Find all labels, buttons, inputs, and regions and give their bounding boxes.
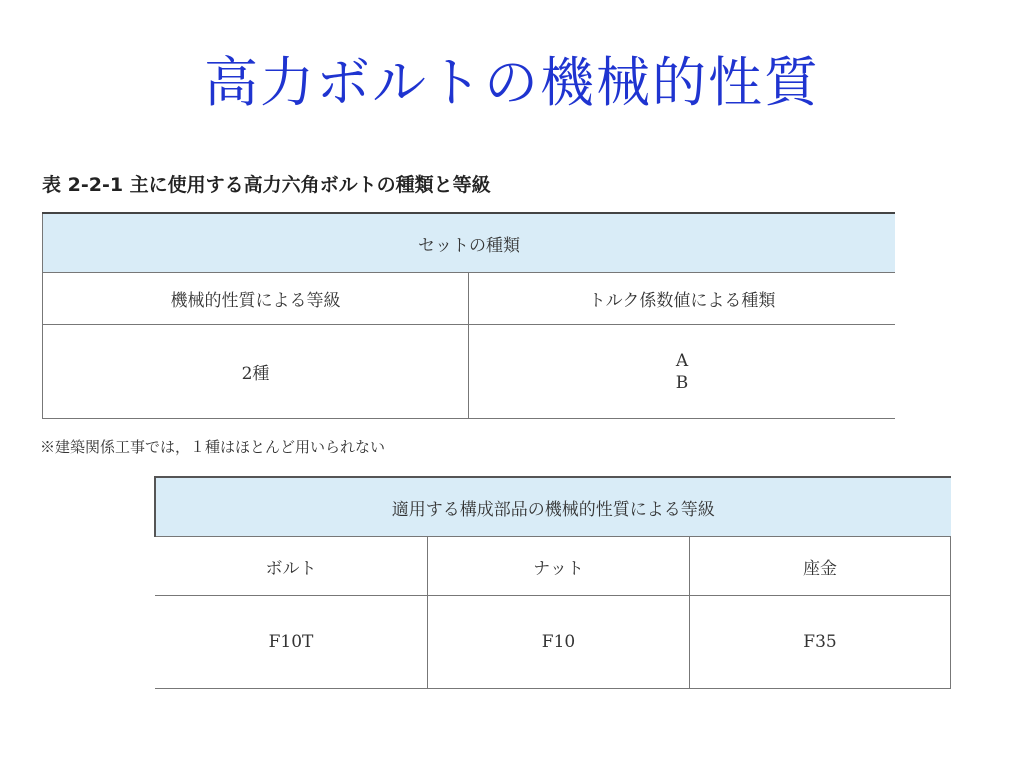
set-type-header: セットの種類 bbox=[43, 213, 896, 273]
component-grade-table bbox=[154, 476, 951, 689]
torque-type-cell bbox=[469, 325, 896, 419]
torque-type-column-header: トルク係数値による種類 bbox=[469, 273, 896, 325]
torque-type-b: B bbox=[675, 372, 689, 393]
washer-grade-cell: F35 bbox=[690, 596, 951, 689]
component-grade-header: 適用する構成部品の機械的性質による等級 bbox=[155, 477, 951, 537]
nut-grade-cell: F10 bbox=[428, 596, 690, 689]
grade-cell: 2種 bbox=[43, 325, 469, 419]
set-type-table bbox=[42, 212, 895, 419]
scanned-figure bbox=[0, 158, 1024, 718]
table-footnote: ※建築関係工事では，１種はほとんど用いられない bbox=[40, 438, 386, 456]
nut-column-header: ナット bbox=[428, 537, 690, 596]
bolt-grade-cell: F10T bbox=[155, 596, 428, 689]
torque-type-a: A bbox=[675, 350, 689, 371]
bolt-column-header: ボルト bbox=[155, 537, 428, 596]
table-caption: 表 2-2-1 主に使用する高力六角ボルトの種類と等級 bbox=[42, 174, 491, 196]
slide-title: 高力ボルトの機械的性質 bbox=[204, 51, 820, 114]
mechanical-grade-column-header: 機械的性質による等級 bbox=[43, 273, 469, 325]
washer-column-header: 座金 bbox=[690, 537, 951, 596]
